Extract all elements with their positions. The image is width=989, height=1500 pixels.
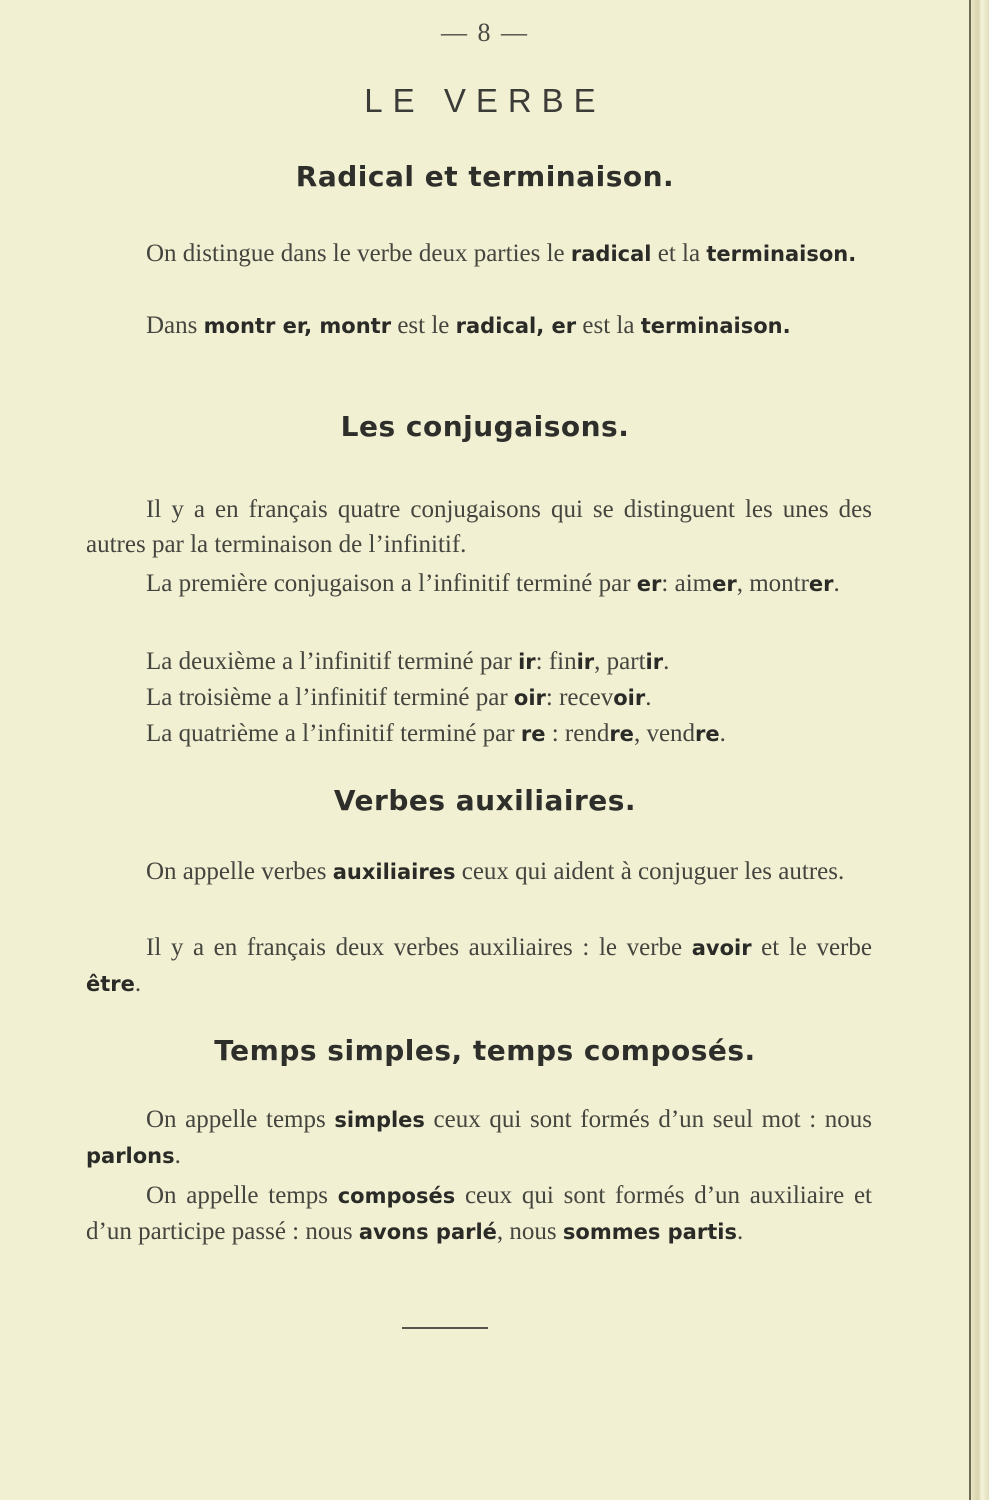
section-title-radical: Radical et terminaison. [295, 160, 675, 193]
page-number: — 8 — [441, 18, 529, 47]
paragraph-conjugaisons-3: La deuxième a l’infinitif terminé par ir: finir, partir. [146, 648, 670, 675]
paragraph-radical-1: On distingue dans le verbe deux parties le radical et la terminaison. [146, 240, 857, 267]
paragraph-auxiliaires-2: Il y a en français deux verbes auxiliaires : le verbe avoir et le verbe être. [86, 934, 872, 997]
paragraph-conjugaisons-1: Il y a en français quatre conjugaisons qui se distinguent les unes des autres par la terminaison de l’infinitif. [86, 496, 872, 558]
paragraph-temps-1: On appelle temps simples ceux qui sont formés d’un seul mot : nous parlons. [86, 1106, 873, 1169]
paragraph-conjugaisons-2: La première conjugaison a l’infinitif terminé par er: aimer, montrer. [146, 570, 840, 597]
end-rule [402, 1327, 488, 1329]
paragraph-auxiliaires-1: On appelle verbes auxiliaires ceux qui aident à conjuguer les autres. [146, 858, 845, 885]
section-title-conjugaisons: Les conjugaisons. [340, 410, 630, 443]
paragraph-conjugaisons-4: La troisième a l’infinitif terminé par oir: recevoir. [146, 684, 652, 711]
page-edge [969, 0, 989, 1500]
paragraph-radical-2: Dans montr er, montr est le radical, er est la terminaison. [146, 312, 791, 339]
paragraph-temps-2: On appelle temps composés ceux qui sont formés d’un auxiliaire et d’un participe passé : nous avons parlé, nous sommes partis. [86, 1182, 873, 1245]
paragraph-conjugaisons-5: La quatrième a l’infinitif terminé par re : rendre, vendre. [146, 720, 726, 747]
section-title-temps: Temps simples, temps composés. [214, 1034, 756, 1067]
chapter-title: LE VERBE [364, 82, 606, 119]
section-title-auxiliaires: Verbes auxiliaires. [333, 784, 637, 817]
